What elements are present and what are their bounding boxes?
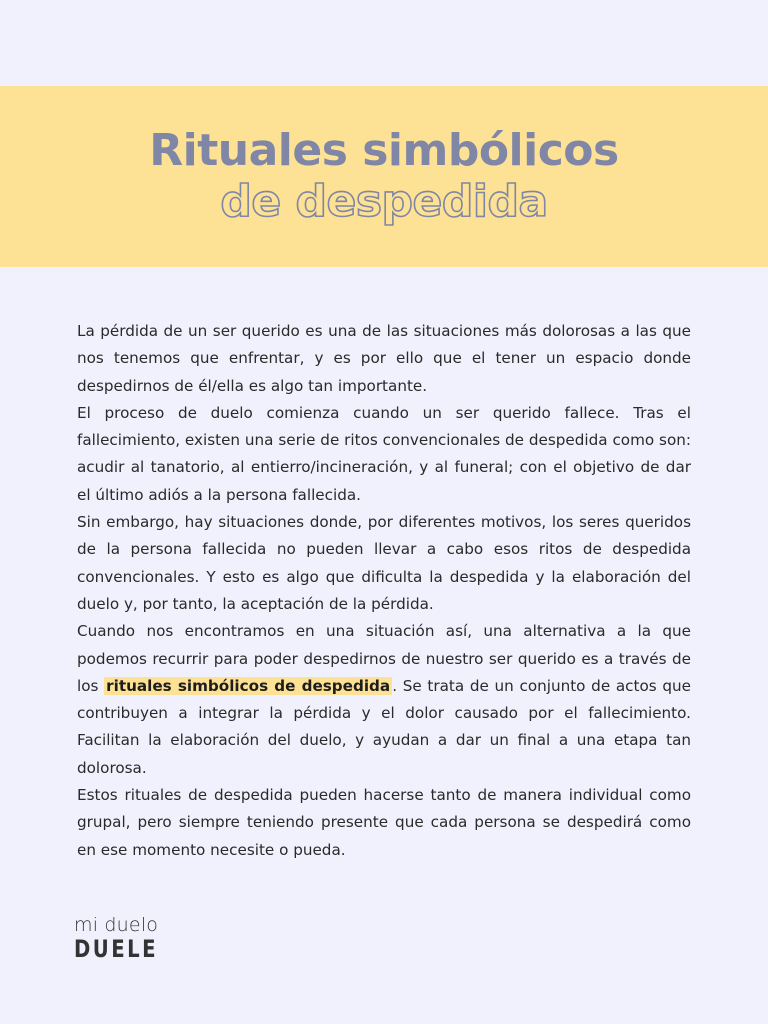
paragraph-5: Estos rituales de despedida pueden hacerse tanto de manera individual como grupal, pero siempre teniendo presente que cada persona se despedirá como en ese momento necesite o pueda.	[77, 786, 691, 859]
logo-text-bottom: DUELE	[74, 935, 159, 963]
logo-text-top: mi duelo	[74, 914, 159, 936]
paragraph-2: El proceso de duelo comienza cuando un ser querido fallece. Tras el fallecimiento, existen una serie de ritos convencionales de despedida como son: acudir al tanatorio, al entierro/incineración, y al funeral; con el objetivo de dar el último adiós a la persona fallecida.	[77, 403, 691, 504]
brand-logo	[74, 914, 214, 962]
highlighted-phrase: rituales simbólicos de despedida	[106, 676, 391, 695]
paragraph-1: La pérdida de un ser querido es una de las situaciones más dolorosas a las que nos tenemos que enfrentar, y es por ello que el tener un espacio donde despedirnos de él/ella es algo tan importante.	[77, 322, 691, 395]
paragraph-4-after: . Se trata de un conjunto de actos que contribuyen a integrar la pérdida y el dolor causado por el fallecimiento. Facilitan la elaboración del duelo, y ayudan a dar un final a una etapa tan dolorosa.	[77, 676, 691, 777]
paragraph-4	[77, 618, 691, 782]
paragraph-3: Sin embargo, hay situaciones donde, por diferentes motivos, los seres queridos de la persona fallecida no pueden llevar a cabo esos ritos de despedida convencionales. Y esto es algo que dificulta la despedida y la elaboración del duelo y, por tanto, la aceptación de la pérdida.	[77, 513, 691, 613]
article-body	[77, 318, 691, 864]
page-title: Rituales simbólicos	[149, 125, 619, 176]
page-subtitle-outlined: de despedida	[220, 176, 548, 227]
paragraph-4-before: Cuando nos encontramos en una situación así, una alternativa a la que podemos recurrir para poder despedirnos de nuestro ser querido es a través de los	[77, 622, 691, 695]
